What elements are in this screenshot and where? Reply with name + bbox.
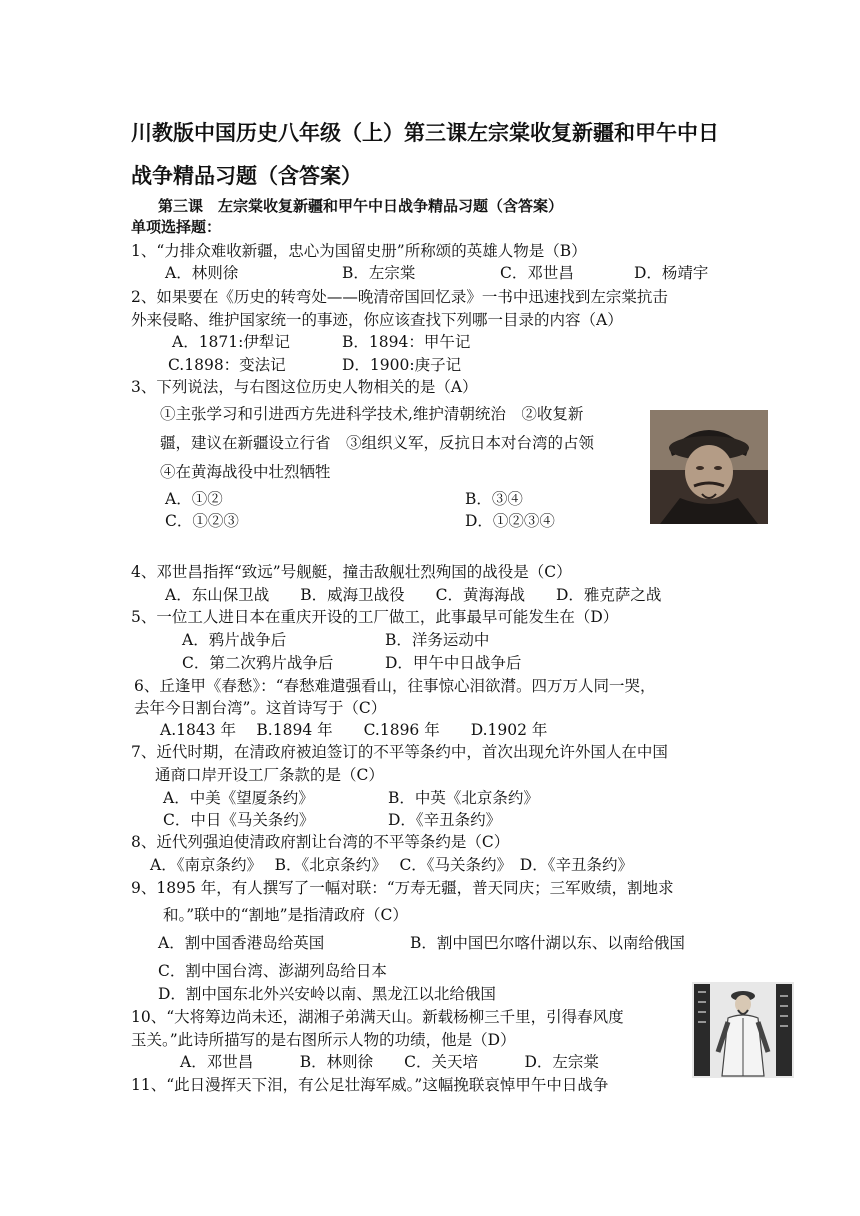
document-title-line-2: 战争精品习题（含答案） — [131, 164, 362, 188]
q9-option-c: C．割中国台湾、澎湖列岛给日本 — [158, 962, 387, 980]
q1-option-a: A．林则徐 — [165, 264, 239, 282]
historical-figure-portrait — [650, 410, 768, 524]
q3-stem: 3、下列说法，与右图这位历史人物相关的是（A） — [131, 378, 478, 396]
q3-option-d: D．①②③④ — [465, 512, 555, 530]
q10-stem-line-1: 10、“大将筹边尚未还，湖湘子弟满天山。新载杨柳三千里，引得春风度 — [131, 1008, 624, 1026]
q9-option-a: A．割中国香港岛给英国 — [158, 934, 325, 952]
q2-option-c: C.1898：变法记 — [168, 356, 286, 374]
q3-option-a: A．①② — [165, 490, 223, 508]
q2-option-a: A．1871:伊犁记 — [172, 333, 290, 351]
q3-statement-line-3: ④在黄海战役中壮烈牺牲 — [160, 463, 331, 481]
section-heading: 单项选择题： — [131, 218, 222, 236]
q9-option-d: D．割中国东北外兴安岭以南、黑龙江以北给俄国 — [158, 985, 496, 1003]
q10-stem-line-2: 玉关。”此诗所描写的是右图所示人物的功绩，他是（D） — [131, 1031, 516, 1049]
q7-option-d: D．《辛丑条约》 — [388, 811, 502, 829]
q3-statement-line-1: ①主张学习和引进西方先进科学技术,维护清朝统治 ②收复新 — [160, 405, 584, 423]
q5-option-b: B．洋务运动中 — [385, 631, 490, 649]
q2-option-b: B．1894：甲午记 — [342, 333, 471, 351]
q7-stem-line-2: 通商口岸开设工厂条款的是（C） — [155, 766, 384, 784]
q7-option-c: C．中日《马关条约》 — [163, 811, 315, 829]
subtitle: 第三课 左宗棠收复新疆和甲午中日战争精品习题（含答案） — [158, 197, 564, 215]
q7-option-b: B．中英《北京条约》 — [388, 789, 539, 807]
document-title-line-1: 川教版中国历史八年级（上）第三课左宗棠收复新疆和甲午中日 — [131, 121, 719, 145]
q9-stem-line-2: 和。”联中的“割地”是指清政府（C） — [163, 906, 408, 924]
q6-stem-line-1: 6、丘逢甲《春愁》：“春愁难遣强看山，往事惊心泪欲潸。四万万人同一哭， — [134, 677, 656, 695]
q8-stem: 8、近代列强迫使清政府割让台湾的不平等条约是（C） — [131, 833, 510, 851]
q6-options: A.1843 年 B.1894 年 C.1896 年 D.1902 年 — [160, 721, 548, 739]
q8-options: A．《南京条约》 B．《北京条约》 C．《马关条约》 D．《辛丑条约》 — [150, 856, 633, 874]
q4-options: A．东山保卫战 B．威海卫战役 C．黄海海战 D．雅克萨之战 — [165, 586, 662, 604]
q3-option-c: C．①②③ — [165, 512, 239, 530]
q5-option-c: C．第二次鸦片战争后 — [182, 654, 334, 672]
q10-options: A．邓世昌 B．林则徐 C．关天培 D．左宗棠 — [180, 1053, 599, 1071]
q4-stem: 4、邓世昌指挥“致远”号舰艇，撞击敌舰壮烈殉国的战役是（C） — [131, 563, 572, 581]
q9-option-b: B．割中国巴尔喀什湖以东、以南给俄国 — [410, 934, 685, 952]
q1-option-c: C．邓世昌 — [500, 264, 574, 282]
q9-stem-line-1: 9、1895 年，有人撰写了一幅对联：“万寿无疆，普天同庆；三军败绩，割地求 — [131, 879, 674, 897]
q2-stem-line-1: 2、如果要在《历史的转弯处——晚清帝国回忆录》一书中迅速找到左宗棠抗击 — [131, 288, 668, 306]
q1-option-b: B．左宗棠 — [342, 264, 416, 282]
q5-stem: 5、一位工人进日本在重庆开设的工厂做工，此事最早可能发生在（D） — [131, 608, 619, 626]
q7-option-a: A．中美《望厦条约》 — [163, 789, 314, 807]
q2-option-d: D．1900:庚子记 — [342, 356, 462, 374]
q5-option-a: A．鸦片战争后 — [182, 631, 287, 649]
q6-stem-line-2: 去年今日割台湾”。这首诗写于（C） — [134, 699, 387, 717]
zuo-zongtang-figure — [692, 982, 794, 1078]
q11-stem: 11、“此日漫挥天下泪，有公足壮海军威。”这幅挽联哀悼甲午中日战争 — [131, 1076, 609, 1094]
q2-stem-line-2: 外来侵略、维护国家统一的事迹，你应该查找下列哪一目录的内容（A） — [131, 311, 623, 329]
q1-option-d: D．杨靖宇 — [634, 264, 709, 282]
q7-stem-line-1: 7、近代时期，在清政府被迫签订的不平等条约中，首次出现允许外国人在中国 — [131, 743, 668, 761]
q1-stem: 1、“力排众难收新疆，忠心为国留史册”所称颂的英雄人物是（B） — [131, 242, 587, 260]
q3-option-b: B．③④ — [465, 490, 523, 508]
q3-statement-line-2: 疆，建议在新疆设立行省 ③组织义军，反抗日本对台湾的占领 — [160, 434, 595, 452]
q5-option-d: D．甲午中日战争后 — [385, 654, 522, 672]
